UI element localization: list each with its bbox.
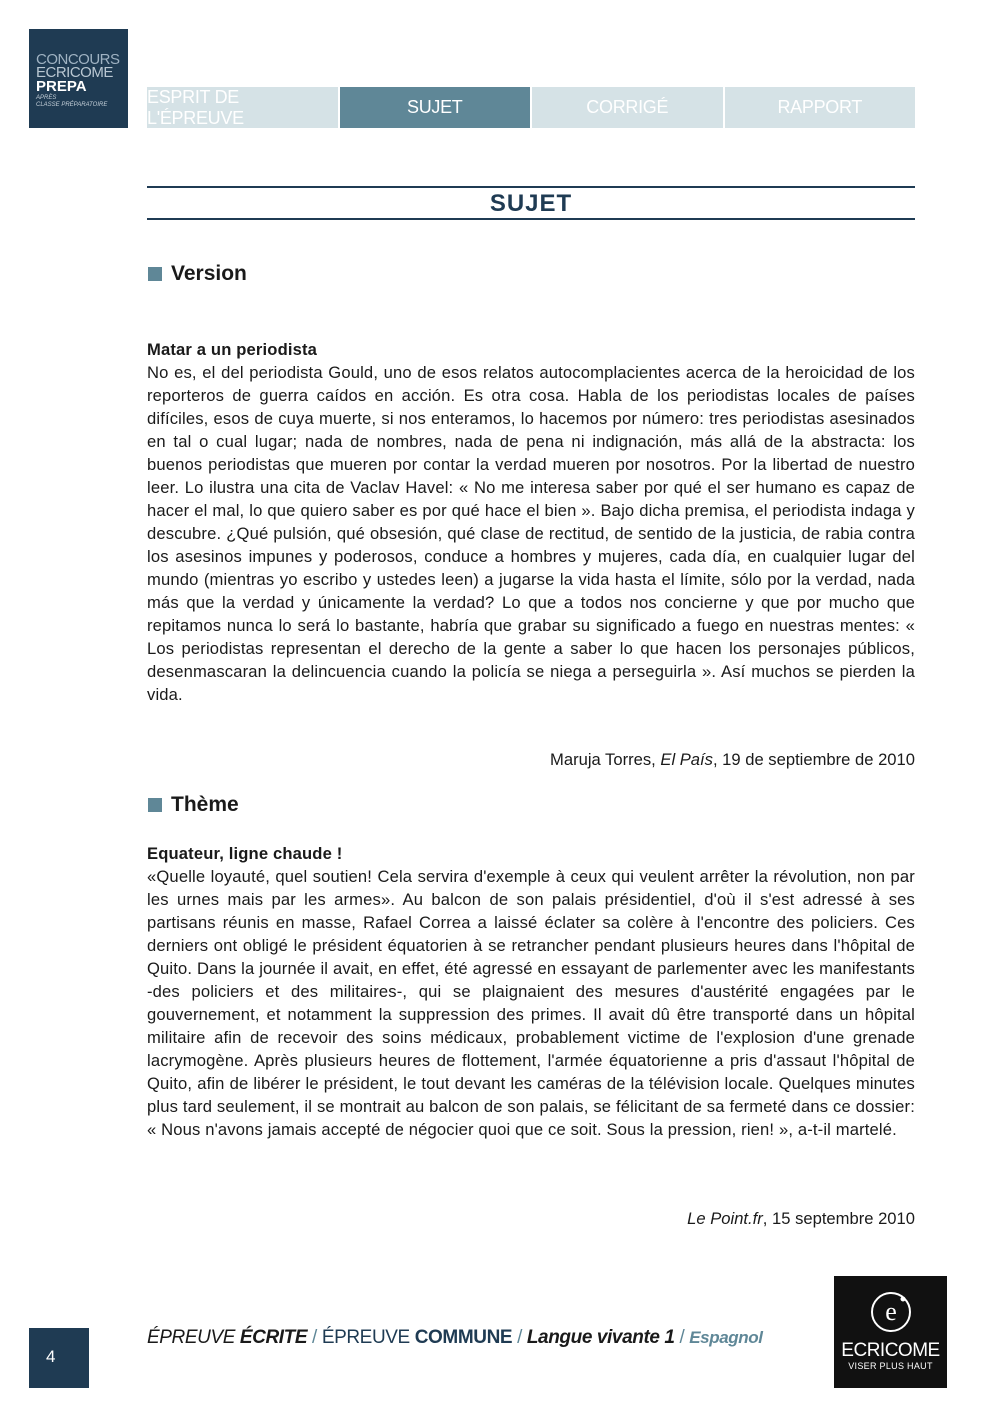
tab-rapport[interactable]: RAPPORT [725,87,916,128]
footer-part3: ÉPREUVE [321,1327,415,1348]
title-rule-top [147,186,915,188]
e-logo-icon [869,1290,913,1334]
logo-line-prepa: PREPA [36,78,87,95]
version-body: No es, el del periodista Gould, uno de esos relatos autocomplacientes acerca de la heroicidad de los reporteros de guerra caídos en acción. Es otra cosa. Habla de los periodistas locales de países difíciles, esos de cuya muerte, si nos enteramos, lo hacemos por número: tres periodistas asesinados en tal o cual lugar; nada de nombres, nada de pena ni indignación, más allá de la abstracta: los buenos periodistas que mueren por contar la verdad mueren por nosotros. Por la libertad de nuestro leer. Lo ilustra una cita de Vaclav Havel: « No me interesa saber por qué el ser humano es capaz de hacer el mal, lo que quiero saber es por qué hace el bien ». Bajo dicha premisa, el periodista indaga y descubre. ¿Qué pulsión, qué obsesión, qué clase de rectitud, de sentido de la justicia, de rabia contra los asesinos impunes y poderosos, conduce a hombres y mujeres, cada día, en cualquier lugar del mundo (mientras yo escribo y ustedes leen) a jugarse la vida hasta el límite, sólo por la verdad, nada más que la verdad y únicamente la verdad? Lo que a todos nos concierne y que por mucho que repitamos nunca lo será lo bastante, habría que grabar su significado a fuego en nuestras mentes: « Los periodistas representan el derecho de la gente a saber lo que hacen los personajes públicos, desenmascaran la delincuencia cuando la policía se niega a perseguirla ». Así muchos se pierden la vida. [147,363,915,704]
version-source-date: , 19 de septiembre de 2010 [712,750,915,769]
version-source [147,750,915,770]
footer-sep2: / [512,1327,527,1348]
heading-square-icon [148,798,162,812]
theme-subtitle: Equateur, ligne chaude ! [147,844,343,863]
logo-line-apres: APRÈS [36,95,57,101]
footer-part5: Langue vivante 1 [526,1327,675,1348]
logo-line-concours: CONCOURS [36,51,120,68]
page-number: 4 [29,1328,89,1388]
footer-part6: Espagnol [689,1328,763,1347]
concours-logo [29,29,128,128]
theme-heading [148,793,239,817]
footer-part1: ÉPREUVE [147,1327,240,1348]
theme-heading-label: Thème [171,793,239,816]
version-heading [148,262,247,286]
footer-sep3: / [674,1327,690,1348]
footer-part4: COMMUNE [414,1327,513,1348]
version-text-block [147,338,915,706]
theme-source-pub: Le Point.fr [687,1209,763,1228]
version-subtitle: Matar a un periodista [147,340,318,359]
version-source-pub: El País [660,750,713,769]
tab-corrige[interactable]: CORRIGÉ [532,87,723,128]
footer-sep1: / [307,1327,322,1348]
version-heading-label: Version [171,262,247,285]
theme-text-block [147,842,915,1141]
theme-body: «Quelle loyauté, quel soutien! Cela servira d'exemple à ceux qui veulent arrêter la révolution, non par les urnes mais par les armes». Au balcon de son palais présidentiel, d'où il s'est adressé à ses partisans réunis en masse, Rafael Correa a laissé éclater sa colère à l'encontre des policiers. Ces derniers ont obligé le président équatorien à se retrancher pendant plusieurs heures dans l'hôpital de Quito. Dans la journée il avait, en effet, été agressé en essayant de parlementer avec les manifestants -des policiers et des militaires-, qui se plaignaient des mesures d'austérité engagées par le gouvernement, et notamment la suppression des primes. Il avait dû être transporté dans un hôpital militaire afin de recevoir des soins médicaux, probablement victime de l'explosion d'une grenade lacrymogène. Après plusieurs heures de flottement, l'armée équatorienne a pris d'assaut l'hôpital de Quito, afin de libérer le président, le tout devant les caméras de la télévision locale. Quelques minutes plus tard seulement, il se montrait au balcon de son palais, se félicitant de sa fermeté dans ce dossier: « Nous n'avons jamais accepté de négocier quoi que ce soit. Sous la pression, rien! », a-t-il martelé. [147,867,915,1139]
version-source-author: Maruja Torres, [550,750,661,769]
theme-source [147,1209,915,1229]
footer-part2: ÉCRITE [239,1327,308,1348]
logo-line-classe: CLASSE PRÉPARATOIRE [36,102,108,108]
theme-source-date: , 15 septembre 2010 [762,1209,915,1228]
tab-sujet[interactable]: SUJET [340,87,531,128]
brand-name: ECRICOME [841,1340,940,1361]
svg-text:e: e [884,1297,897,1326]
title-rule-bottom [147,218,915,220]
footer-exam-line [147,1327,763,1349]
logo-line-ecricome: ECRICOME [36,64,113,81]
brand-tagline: VISER PLUS HAUT [848,1361,933,1371]
ecricome-brand-logo [834,1276,947,1388]
tab-esprit[interactable]: ESPRIT DE L'ÉPREUVE [147,87,338,128]
section-tabs [147,87,915,128]
heading-square-icon [148,267,162,281]
page-title: SUJET [489,190,573,217]
